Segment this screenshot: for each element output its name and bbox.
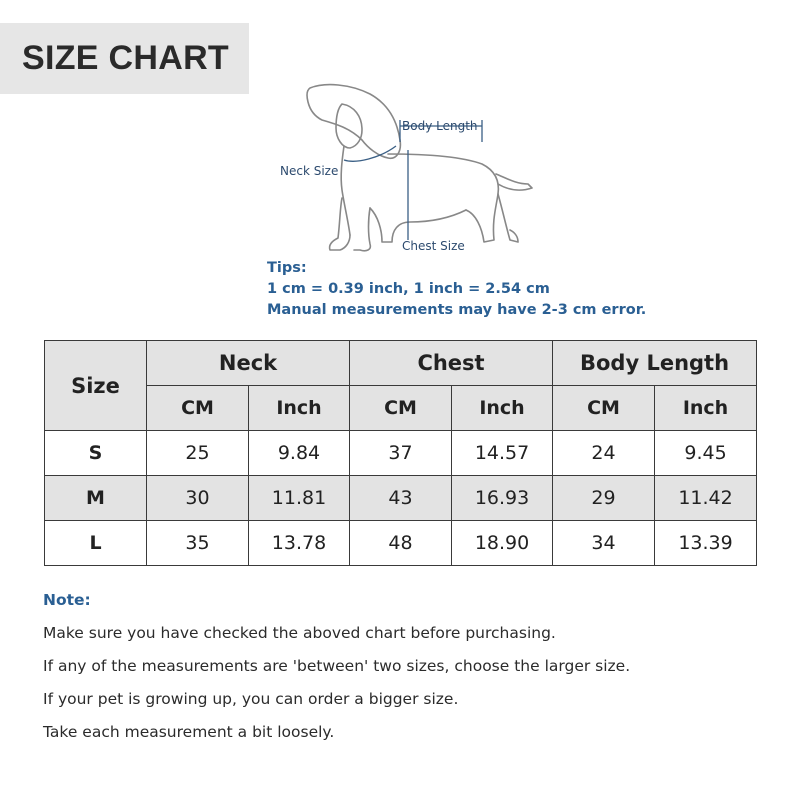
table-cell: 16.93 [452, 476, 553, 521]
unit-header: Inch [249, 386, 350, 431]
table-row [45, 521, 757, 566]
dachshund-outline [307, 85, 532, 251]
body-length-label: Body Length [402, 119, 478, 133]
table-cell: 25 [147, 431, 249, 476]
size-label: S [45, 431, 147, 476]
table-cell: 34 [553, 521, 655, 566]
dog-measurement-diagram [270, 80, 540, 260]
note-line: If your pet is growing up, you can order a bigger size. [43, 690, 459, 708]
table-cell: 43 [350, 476, 452, 521]
size-chart-title-box [0, 23, 249, 94]
table-row [45, 476, 757, 521]
tips-block [267, 258, 646, 321]
note-line: If any of the measurements are 'between' two sizes, choose the larger size. [43, 657, 631, 675]
note-line: Make sure you have checked the aboved chart before purchasing. [43, 624, 556, 642]
table-cell: 14.57 [452, 431, 553, 476]
neck-size-label: Neck Size [280, 164, 339, 178]
table-cell: 30 [147, 476, 249, 521]
note-list [43, 622, 630, 754]
table-cell: 11.81 [249, 476, 350, 521]
table-cell: 37 [350, 431, 452, 476]
size-label: L [45, 521, 147, 566]
table-cell: 13.78 [249, 521, 350, 566]
note-heading: Note: [43, 591, 91, 609]
table-cell: 35 [147, 521, 249, 566]
tips-line: 1 cm = 0.39 inch, 1 inch = 2.54 cm [267, 281, 550, 297]
chest-size-label: Chest Size [402, 239, 465, 253]
body-length-group-header: Body Length [553, 341, 757, 386]
neck-group-header: Neck [147, 341, 350, 386]
page-title: SIZE CHART [22, 39, 229, 77]
note-line: Take each measurement a bit loosely. [43, 723, 335, 741]
table-cell: 24 [553, 431, 655, 476]
size-column-header: Size [45, 341, 147, 431]
unit-header: CM [350, 386, 452, 431]
table-cell: 29 [553, 476, 655, 521]
chest-group-header: Chest [350, 341, 553, 386]
table-row [45, 431, 757, 476]
size-table [44, 340, 757, 566]
tips-heading: Tips: [267, 260, 307, 276]
table-cell: 11.42 [655, 476, 757, 521]
size-label: M [45, 476, 147, 521]
table-cell: 13.39 [655, 521, 757, 566]
unit-header: Inch [452, 386, 553, 431]
unit-header: CM [553, 386, 655, 431]
tips-line: Manual measurements may have 2-3 cm error. [267, 302, 647, 318]
table-cell: 9.84 [249, 431, 350, 476]
unit-header: CM [147, 386, 249, 431]
table-cell: 9.45 [655, 431, 757, 476]
unit-header: Inch [655, 386, 757, 431]
table-cell: 18.90 [452, 521, 553, 566]
table-cell: 48 [350, 521, 452, 566]
